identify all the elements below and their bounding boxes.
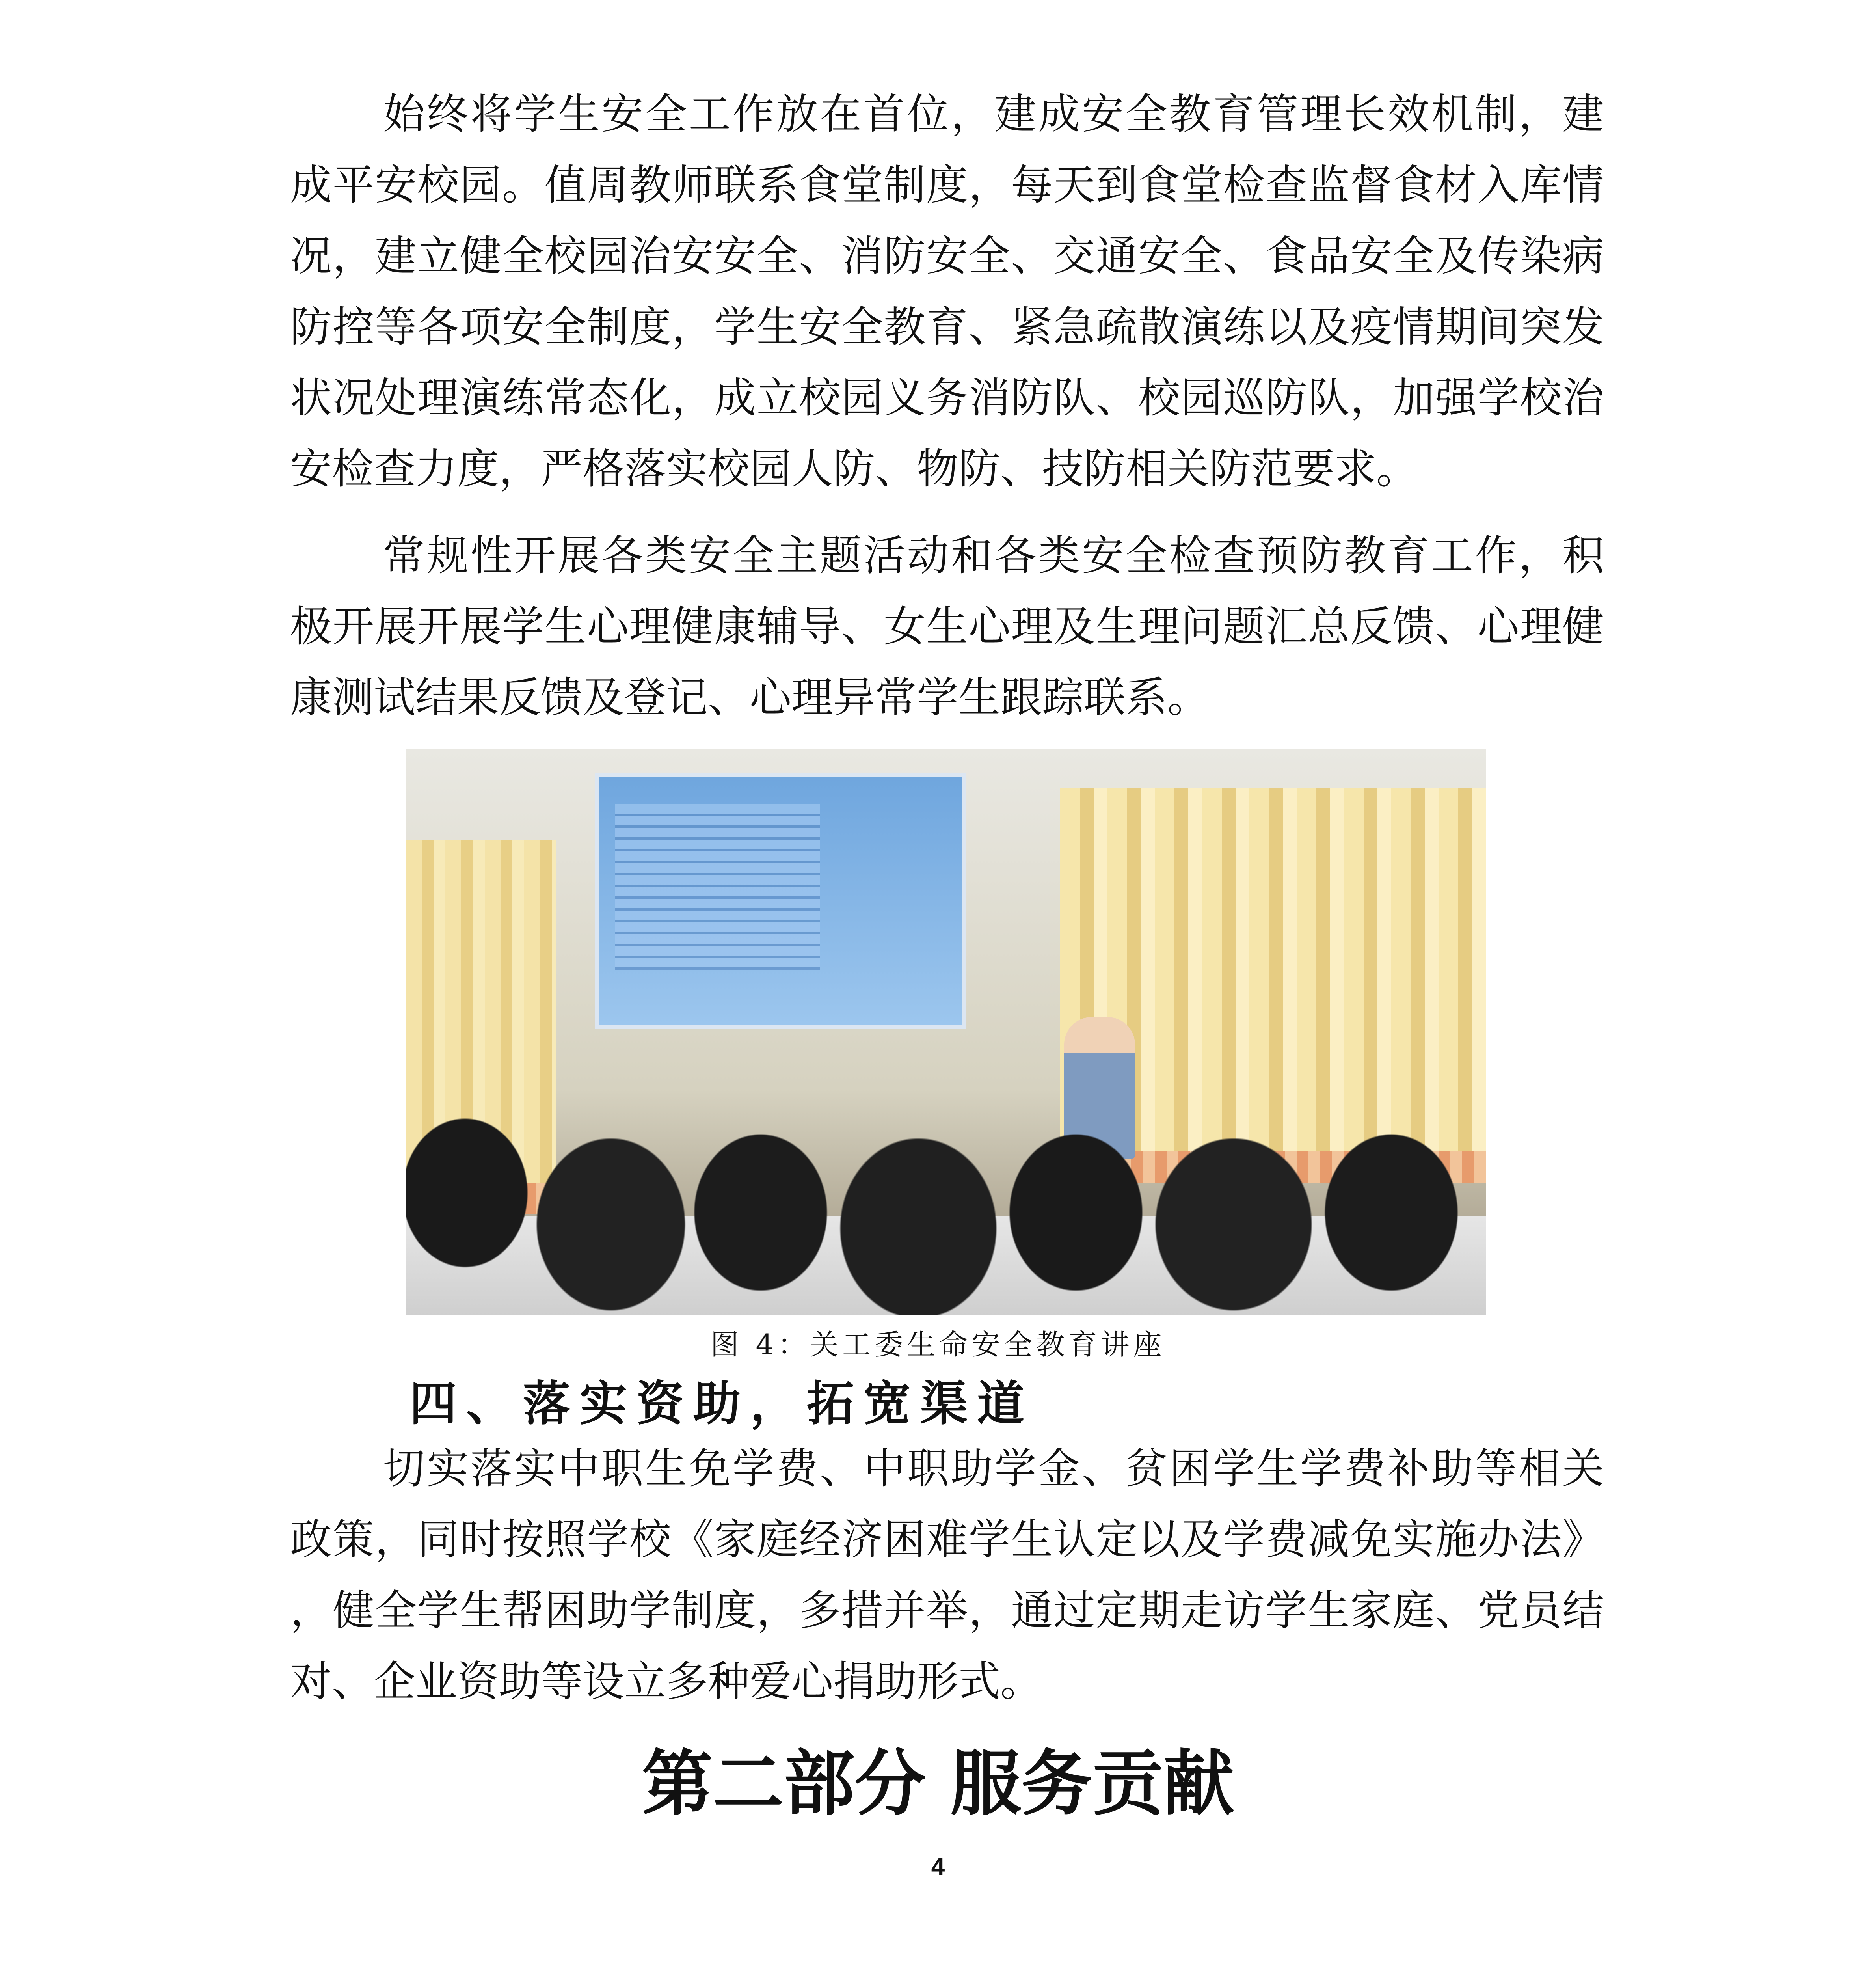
text-line: ，健全学生帮困助学制度，多措并举，通过定期走访学生家庭、党员结 xyxy=(290,1586,1604,1635)
figure-caption: 图 4：关工委生命安全教育讲座 xyxy=(710,1328,1166,1361)
text-line: 常规性开展各类安全主题活动和各类安全检查预防教育工作，积 xyxy=(383,531,1604,580)
page-number: 4 xyxy=(931,1853,945,1880)
text-line: 防控等各项安全制度，学生安全教育、紧急疏散演练以及疫情期间突发 xyxy=(290,303,1604,351)
lecture-photo xyxy=(406,749,1486,1315)
text-line: 况，建立健全校园治安安全、消防安全、交通安全、食品安全及传染病 xyxy=(290,232,1604,280)
part-title: 第二部分 服务贡献 xyxy=(642,1743,1234,1825)
text-line: 安检查力度，严格落实校园人防、物防、技防相关防范要求。 xyxy=(290,445,1418,493)
projector-screen xyxy=(595,773,966,1029)
paragraph-safety xyxy=(290,79,1604,505)
section-heading: 四、落实资助，拓宽渠道 xyxy=(409,1376,1034,1431)
paragraph-financial-aid xyxy=(290,1433,1604,1717)
text-line: 极开展开展学生心理健康辅导、女生心理及生理问题汇总反馈、心理健 xyxy=(290,602,1604,651)
text-line: 康测试结果反馈及登记、心理异常学生跟踪联系。 xyxy=(290,673,1209,722)
text-line: 状况处理演练常态化，成立校园义务消防队、校园巡防队，加强学校治 xyxy=(290,374,1604,422)
paragraph-psychology xyxy=(290,520,1604,733)
text-line: 成平安校园。值周教师联系食堂制度，每天到食堂检查监督食材入库情 xyxy=(290,161,1604,209)
audience xyxy=(406,1094,1486,1315)
text-line: 政策，同时按照学校《家庭经济困难学生认定以及学费减免实施办法》 xyxy=(290,1515,1604,1564)
text-line: 切实落实中职生免学费、中职助学金、贫困学生学费补助等相关 xyxy=(383,1444,1604,1493)
text-line: 始终将学生安全工作放在首位，建成安全教育管理长效机制，建 xyxy=(383,90,1604,138)
text-line: 对、企业资助等设立多种爱心捐助形式。 xyxy=(290,1657,1042,1706)
